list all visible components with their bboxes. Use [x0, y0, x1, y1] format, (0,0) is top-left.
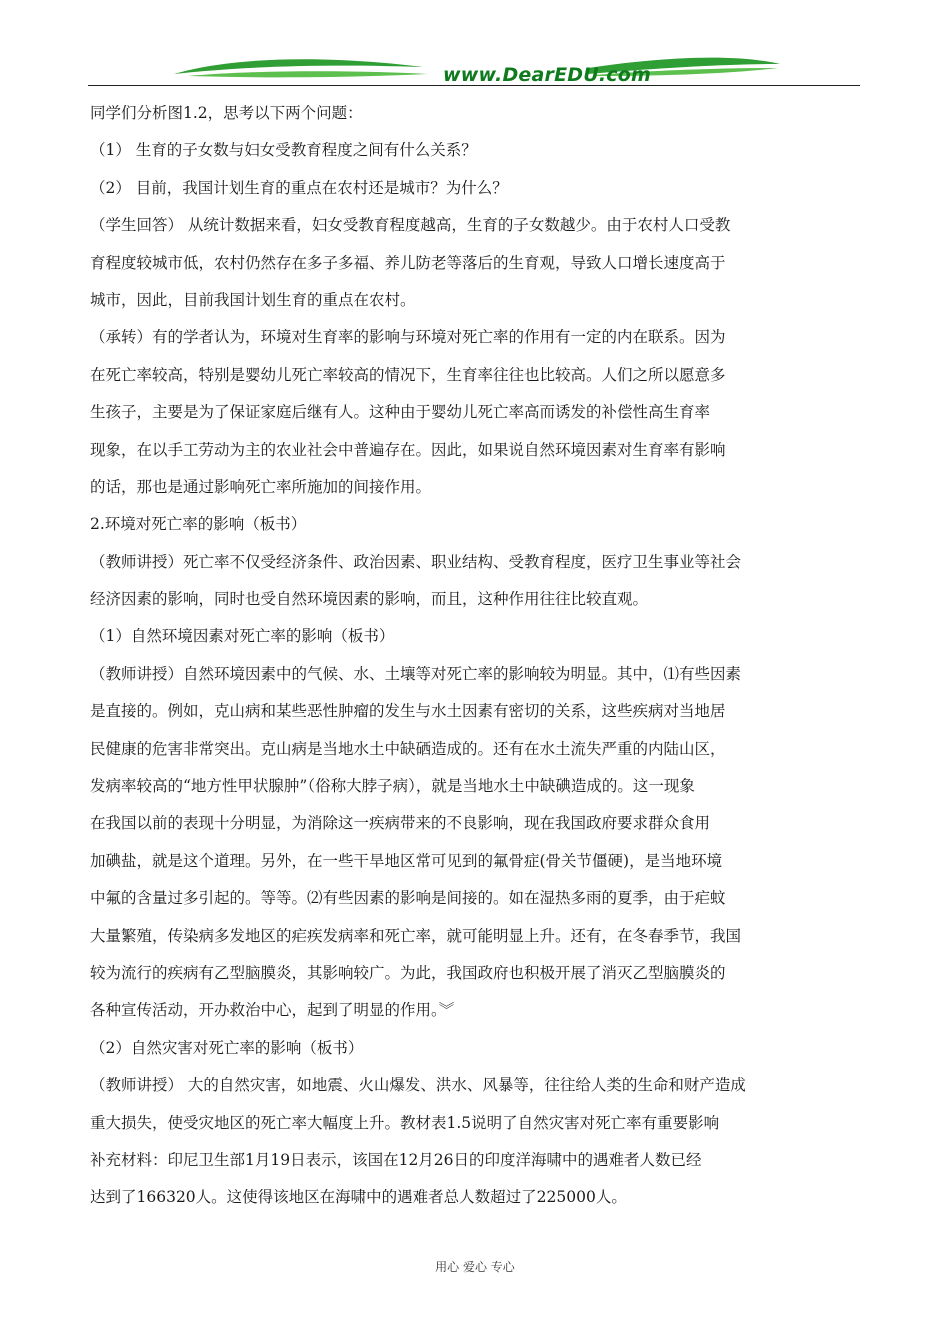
section-heading: 2.环境对死亡率的影响（板书） — [90, 515, 307, 534]
text-line: 的话，那也是通过影响死亡率所施加的间接作用。 — [90, 477, 432, 496]
text-line: 达到了166320人。这使得该地区在海啸中的遇难者总人数超过了225000人。 — [90, 1188, 627, 1207]
text-line: 加碘盐，就是这个道理。另外，在一些干旱地区常可见到的氟骨症(骨关节僵硬)，是当地环境 — [90, 851, 723, 870]
text-line: 育程度较城市低，农村仍然存在多子多福、养儿防老等落后的生育观，导致人口增长速度高于 — [90, 253, 726, 272]
text-line: （承转）有的学者认为，环境对生育率的影响与环境对死亡率的作用有一定的内在联系。因为 — [90, 328, 726, 347]
text-line: （2） 目前，我国计划生育的重点在农村还是城市？为什么？ — [90, 178, 508, 197]
text-line: 大量繁殖，传染病多发地区的疟疾发病率和死亡率，就可能明显上升。还有，在冬春季节，我国 — [90, 926, 742, 945]
text-line: （教师讲授） 大的自然灾害，如地震、火山爆发、洪水、风暴等，往往给人类的生命和财产造成 — [90, 1076, 746, 1095]
text-line: 中氟的含量过多引起的。等等。⑵有些因素的影响是间接的。如在湿热多雨的夏季，由于疟蚊 — [90, 889, 726, 908]
page-footer: 用心 爱心 专心 — [435, 1260, 515, 1274]
text-line: 发病率较高的“地方性甲状腺肿”（俗称大脖子病），就是当地水土中缺碘造成的。这一现象 — [90, 777, 695, 796]
text-line: 在死亡率较高，特别是婴幼儿死亡率较高的情况下，生育率往往也比较高。人们之所以愿意多 — [90, 365, 726, 384]
text-line: 城市，因此，目前我国计划生育的重点在农村。 — [90, 290, 416, 309]
text-line: 重大损失，使受灾地区的死亡率大幅度上升。教材表1.5说明了自然灾害对死亡率有重要影响 — [90, 1113, 720, 1132]
header-divider — [88, 85, 860, 86]
text-line: （教师讲授）自然环境因素中的气候、水、土壤等对死亡率的影响较为明显。其中，⑴有些因素 — [90, 664, 742, 683]
text-line: 现象，在以手工劳动为主的农业社会中普遍存在。因此，如果说自然环境因素对生育率有影响 — [90, 440, 726, 459]
text-line: （教师讲授）死亡率不仅受经济条件、政治因素、职业结构、受教育程度，医疗卫生事业等社会 — [90, 552, 742, 571]
text-line: 民健康的危害非常突出。克山病是当地水土中缺硒造成的。还有在水土流失严重的内陆山区， — [90, 739, 726, 758]
text-line: 补充材料：印尼卫生部1月19日表示，该国在12月26日的印度洋海啸中的遇难者人数已经 — [90, 1150, 702, 1169]
text-line: （1） 生育的子女数与妇女受教育程度之间有什么关系？ — [90, 141, 477, 160]
text-line: 在我国以前的表现十分明显，为消除这一疾病带来的不良影响，现在我国政府要求群众食用 — [90, 814, 711, 833]
text-line: 生孩子，主要是为了保证家庭后继有人。这种由于婴幼儿死亡率高而诱发的补偿性高生育率 — [90, 403, 711, 422]
text-line: 较为流行的疾病有乙型脑膜炎，其影响较广。为此，我国政府也积极开展了消灭乙型脑膜炎的 — [90, 963, 726, 982]
site-logo-text: www.DearEDU.com — [443, 64, 652, 86]
text-line: 同学们分析图1.2，思考以下两个问题： — [90, 104, 363, 122]
text-line: 经济因素的影响，同时也受自然环境因素的影响，而且，这种作用往往比较直观。 — [90, 590, 649, 609]
subsection-heading: （2）自然灾害对死亡率的影响（板书） — [90, 1038, 364, 1057]
subsection-heading: （1）自然环境因素对死亡率的影响（板书） — [90, 627, 395, 646]
document-body — [90, 95, 862, 1217]
text-line: 是直接的。例如，克山病和某些恶性肿瘤的发生与水土因素有密切的关系，这些疾病对当地居 — [90, 702, 726, 721]
page-header — [88, 52, 860, 92]
text-line: （学生回答） 从统计数据来看，妇女受教育程度越高，生育的子女数越少。由于农村人口受教 — [90, 216, 731, 235]
text-line: 各种宣传活动，开办救治中心，起到了明显的作用。︾ — [90, 1001, 455, 1020]
